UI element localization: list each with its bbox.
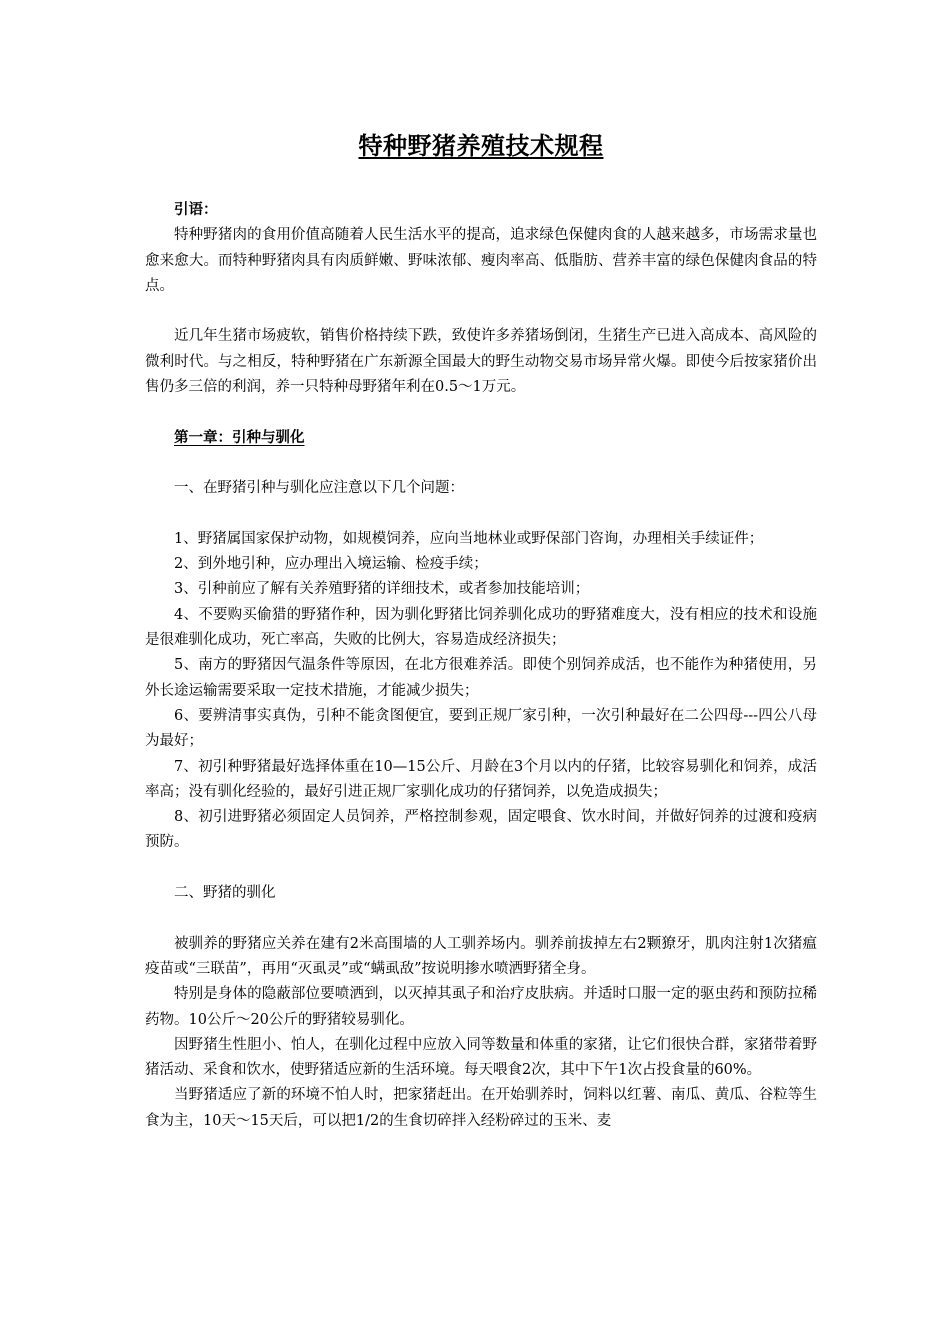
intro-paragraph-2: 近几年生猪市场疲软，销售价格持续下跌，致使许多养猪场倒闭，生猪生产已进入高成本、高风险的微利时代。与之相反，特种野猪在广东新源全国最大的野生动物交易市场异常火爆。即使今后按家猪价出售仍多三倍的利润，养一只特种母野猪年利在0.5～1万元。 [145, 328, 817, 396]
chapter-1-heading [145, 426, 817, 451]
section-1-item-5: 5、南方的野猪因气温条件等原因，在北方很难养活。即使个别饲养成活，也不能作为种猪使用，另外长途运输需要采取一定技术措施，才能减少损失； [145, 657, 817, 699]
spacer [145, 906, 817, 931]
intro-heading: 引语： [174, 202, 218, 218]
document-title: 特种野猪养殖技术规程 [358, 132, 604, 160]
section-2-paragraph-3: 因野猪生性胆小、怕人，在驯化过程中应放入同等数量和体重的家猪，让它们很快合群，家猪带着野猪活动、采食和饮水，使野猪适应新的生活环境。每天喂食2次，其中下午1次占投食量的60%。 [145, 1036, 817, 1079]
section-1-item-7: 7、初引种野猪最好选择体重在10—15公斤、月龄在3个月以内的仔猪，比较容易驯化和饲养，成活率高；没有驯化经验的，最好引进正规厂家驯化成功的仔猪饲养，以免造成损失； [145, 758, 817, 800]
document-page [145, 128, 817, 1134]
section-1-item-2: 2、到外地引种，应办理出入境运输、检疫手续； [174, 556, 488, 573]
intro-paragraph-1: 特种野猪肉的食用价值高随着人民生活水平的提高，追求绿色保健肉食的人越来越多，市场需求量也愈来愈大。而特种野猪肉具有肉质鲜嫩、野味浓郁、瘦肉率高、低脂肪、营养丰富的绿色保健肉食品的特点。 [145, 227, 817, 294]
section-1-item-1: 1、野猪属国家保护动物，如规模饲养，应向当地林业或野保部门咨询，办理相关手续证件； [174, 530, 764, 547]
spacer [145, 856, 817, 881]
section-2-paragraph-2: 特别是身体的隐蔽部位要喷洒到，以灭掉其虱子和治疗皮肤病。并适时口服一定的驱虫药和预防拉稀药物。10公斤～20公斤的野猪较易驯化。 [145, 986, 817, 1028]
section-2-paragraph-1: 被驯养的野猪应关养在建有2米高围墙的人工驯养场内。驯养前拔掉左右2颗獠牙，肌肉注射1次猪瘟疫苗或“三联苗”，再用“灭虱灵”或“螨虱敌”按说明掺水喷洒野猪全身。 [145, 935, 817, 977]
spacer [145, 502, 817, 527]
section-1-heading: 一、在野猪引种与驯化应注意以下几个问题： [174, 480, 464, 497]
section-2-heading: 二、野猪的驯化 [174, 885, 276, 902]
section-2-paragraph-4: 当野猪适应了新的环境不怕人时，把家猪赶出。在开始驯养时，饲料以红薯、南瓜、黄瓜、谷粒等生食为主，10天～15天后，可以把1/2的生食切碎拌入经粉碎过的玉米、麦 [145, 1087, 817, 1129]
spacer [145, 400, 817, 425]
section-1-item-3: 3、引种前应了解有关养殖野猪的详细技术，或者参加技能培训； [174, 581, 590, 598]
spacer [145, 299, 817, 324]
section-1-item-8: 8、初引进野猪必须固定人员饲养，严格控制参观，固定喂食、饮水时间，并做好饲养的过渡和疫病预防。 [145, 809, 817, 851]
section-1-item-6: 6、要辨清事实真伪，引种不能贪图便宜，要到正规厂家引种，一次引种最好在二公四母---四公八母为最好； [145, 707, 817, 750]
section-1-item-4: 4、不要购买偷猎的野猪作种，因为驯化野猪比饲养驯化成功的野猪难度大，没有相应的技术和设施是很难驯化成功，死亡率高，失败的比例大，容易造成经济损失； [145, 606, 817, 649]
spacer [145, 451, 817, 476]
chapter-1-title: 第一章：引种与驯化 [174, 429, 305, 446]
